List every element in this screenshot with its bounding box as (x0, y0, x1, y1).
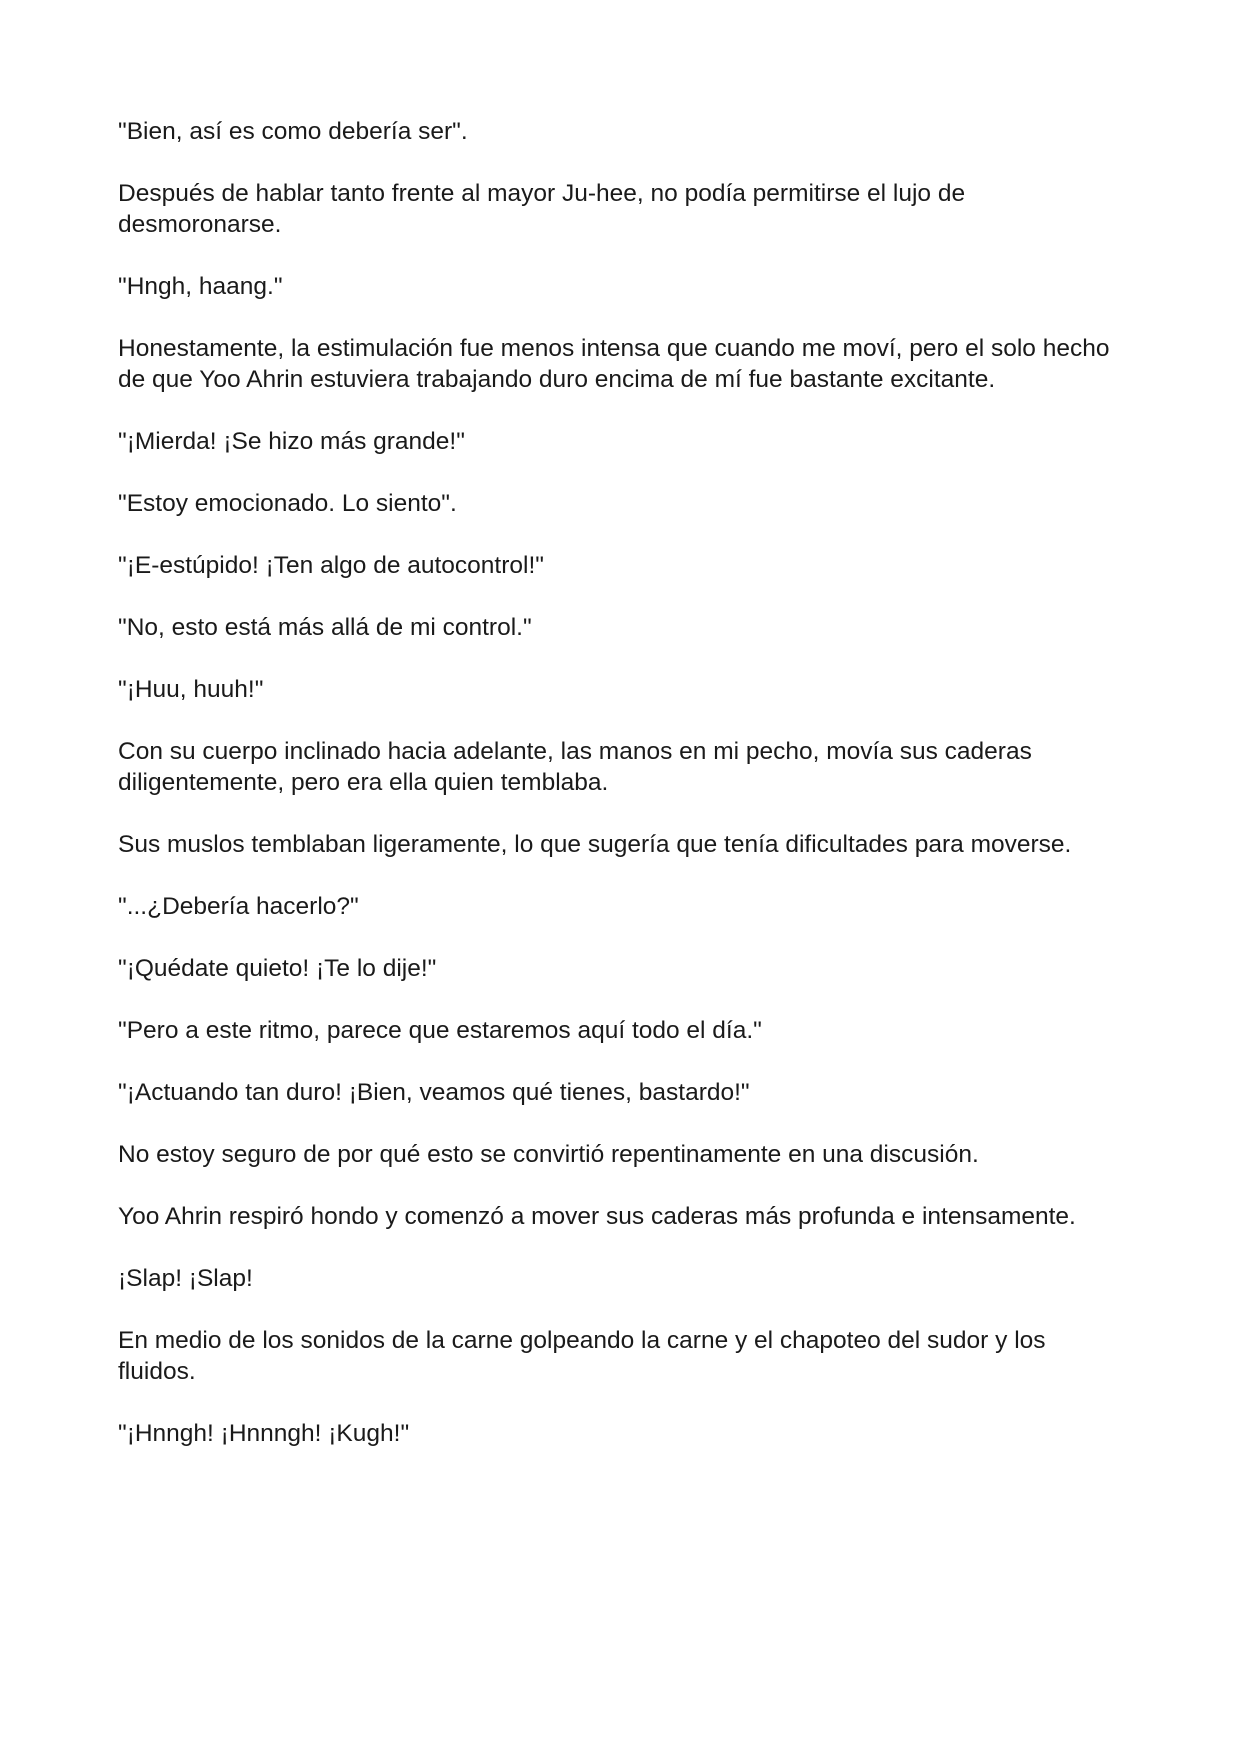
paragraph: ¡Slap! ¡Slap! (118, 1265, 253, 1292)
paragraph: "...¿Debería hacerlo?" (118, 893, 359, 920)
paragraph: No estoy seguro de por qué esto se convirtió repentinamente en una discusión. (118, 1141, 979, 1168)
paragraph: "Pero a este ritmo, parece que estaremos aquí todo el día." (118, 1017, 762, 1044)
paragraph: "Estoy emocionado. Lo siento". (118, 490, 457, 517)
paragraph: "¡E-estúpido! ¡Ten algo de autocontrol!" (118, 552, 544, 579)
paragraph: "Hngh, haang." (118, 273, 283, 300)
paragraph: Sus muslos temblaban ligeramente, lo que sugería que tenía dificultades para moverse. (118, 831, 1072, 858)
paragraph: Honestamente, la estimulación fue menos intensa que cuando me moví, pero el solo hecho de que Yoo Ahrin estuviera trabajando duro encima de mí fue bastante excitante. (118, 335, 1110, 393)
paragraph: Yoo Ahrin respiró hondo y comenzó a mover sus caderas más profunda e intensamente. (118, 1203, 1076, 1230)
paragraph: Después de hablar tanto frente al mayor Ju-hee, no podía permitirse el lujo de desmoronarse. (118, 180, 966, 238)
paragraph: "¡Actuando tan duro! ¡Bien, veamos qué tienes, bastardo!" (118, 1079, 750, 1106)
paragraph: "Bien, así es como debería ser". (118, 118, 468, 145)
paragraph: "¡Mierda! ¡Se hizo más grande!" (118, 428, 465, 455)
paragraph: Con su cuerpo inclinado hacia adelante, las manos en mi pecho, movía sus caderas diligentemente, pero era ella quien temblaba. (118, 738, 1032, 796)
paragraph: "¡Huu, huuh!" (118, 676, 264, 703)
paragraph: En medio de los sonidos de la carne golpeando la carne y el chapoteo del sudor y los fluidos. (118, 1327, 1046, 1385)
document-body (118, 116, 1128, 1480)
paragraph: "¡Quédate quieto! ¡Te lo dije!" (118, 955, 437, 982)
paragraph: "¡Hnngh! ¡Hnnngh! ¡Kugh!" (118, 1420, 410, 1447)
paragraph: "No, esto está más allá de mi control." (118, 614, 532, 641)
